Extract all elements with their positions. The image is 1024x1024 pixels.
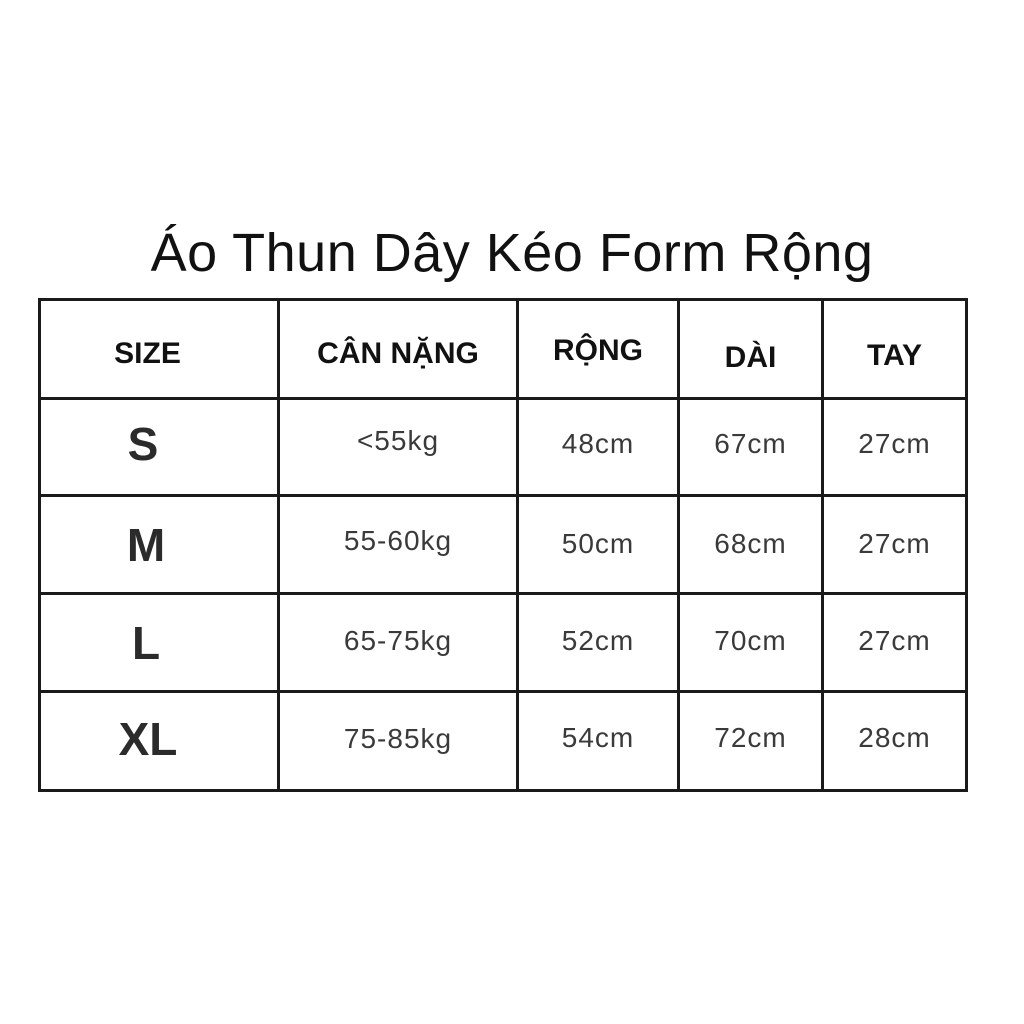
table-border-bottom <box>38 789 968 792</box>
table-border-right <box>965 298 968 792</box>
sleeve-value: 27cm <box>858 428 931 459</box>
width-value: 50cm <box>561 528 635 559</box>
size-chart-table <box>38 298 968 792</box>
size-label: XL <box>118 713 178 765</box>
size-label: S <box>127 418 159 470</box>
length-value: 68cm <box>714 528 787 559</box>
length-value: 70cm <box>714 625 787 656</box>
weight-value: 55-60kg <box>343 525 453 556</box>
width-value: 54cm <box>561 722 635 753</box>
weight-value: <55kg <box>356 425 440 456</box>
header-width: RỘNG <box>553 334 643 367</box>
width-value: 52cm <box>561 625 635 656</box>
weight-value: 75-85kg <box>343 723 453 754</box>
page-title: Áo Thun Dây Kéo Form Rộng <box>150 223 874 283</box>
header-length: DÀI <box>724 341 777 374</box>
sleeve-value: 28cm <box>858 722 931 753</box>
header-size: SIZE <box>114 337 181 370</box>
header-sleeve: TAY <box>866 339 923 372</box>
length-value: 67cm <box>714 428 787 459</box>
width-value: 48cm <box>561 428 635 459</box>
sleeve-value: 27cm <box>858 528 931 559</box>
sleeve-value: 27cm <box>858 625 931 656</box>
header-weight: CÂN NẶNG <box>317 337 479 370</box>
length-value: 72cm <box>714 722 787 753</box>
size-label: M <box>126 519 166 571</box>
size-label: L <box>131 617 161 669</box>
weight-value: 65-75kg <box>343 625 453 656</box>
